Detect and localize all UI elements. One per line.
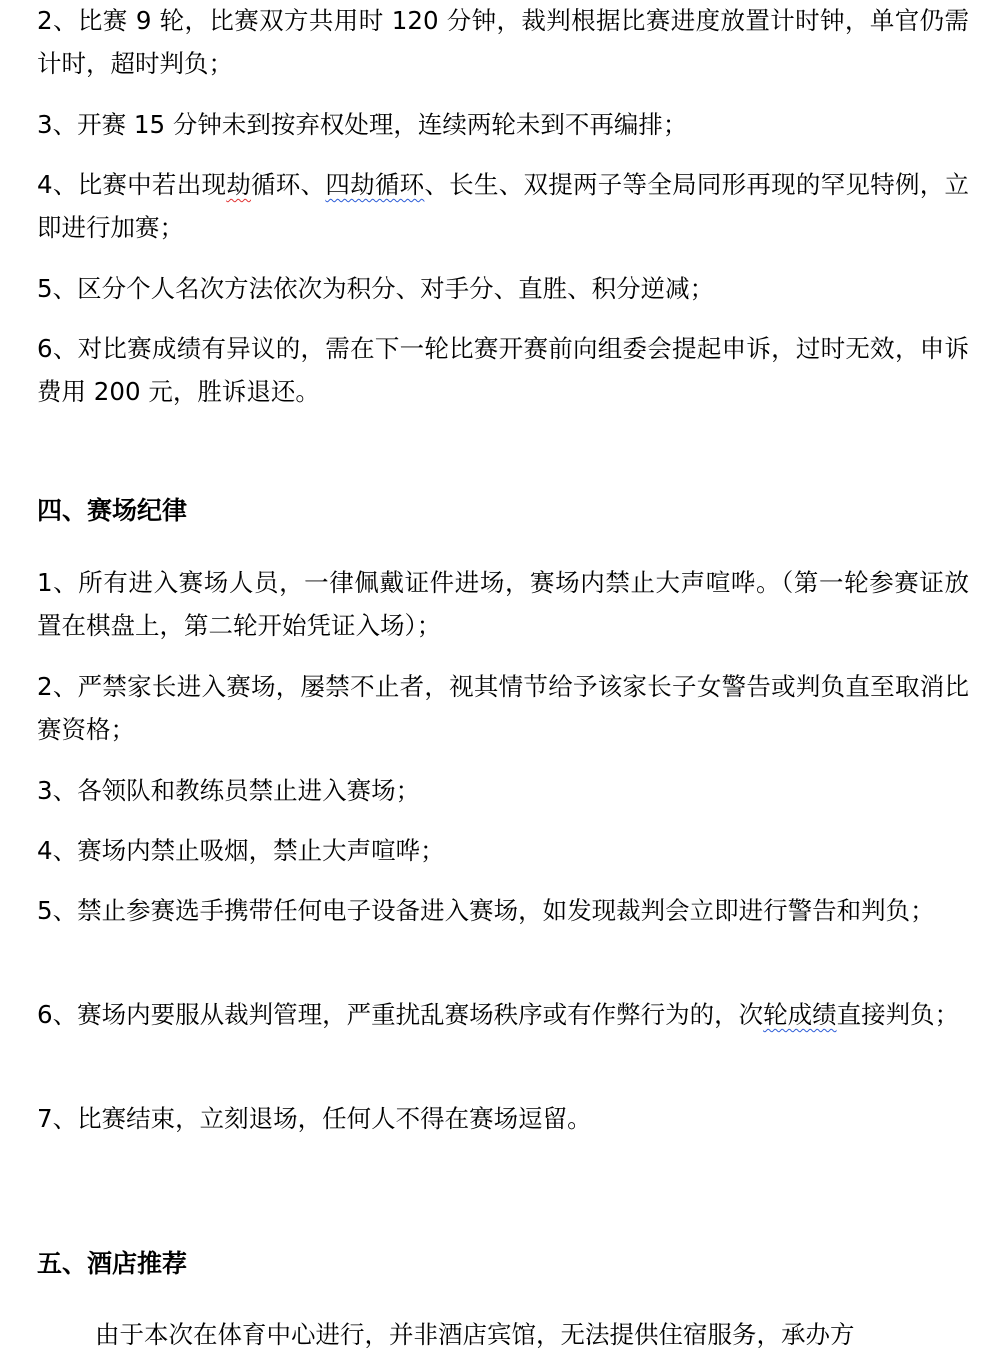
rule-item-4-text-e: 、长生、双提两子等全局同形再现的罕见特例，立即进行加赛； bbox=[37, 170, 970, 242]
discipline-item-4: 4、赛场内禁止吸烟，禁止大声喧哗； bbox=[37, 836, 445, 865]
discipline-item-6 bbox=[37, 993, 969, 1036]
rule-item-2: 2、比赛 9 轮，比赛双方共用时 120 分钟，裁判根据比赛进度放置计时钟，单官仍需计时，超时判负； bbox=[37, 6, 969, 78]
hotel-paragraph: 由于本次在体育中心进行，并非酒店宾馆，无法提供住宿服务，承办方 bbox=[95, 1320, 855, 1349]
rule-item-3: 3、开赛 15 分钟未到按弃权处理，连续两轮未到不再编排； bbox=[37, 110, 688, 139]
discipline-item-1: 1、所有进入赛场人员，一律佩戴证件进场，赛场内禁止大声喧哗。（第一轮参赛证放置在棋盘上，第二轮开始凭证入场）； bbox=[37, 568, 969, 640]
rule-item-4-text-c: 循环、 bbox=[251, 170, 326, 199]
section-heading-discipline: 四、赛场纪律 bbox=[37, 496, 188, 525]
rule-item-4-text-a: 4、比赛中若出现 bbox=[37, 170, 227, 199]
grammar-flagged-phrase: 轮成绩 bbox=[763, 1000, 837, 1029]
discipline-item-7: 7、比赛结束，立刻退场，任何人不得在赛场逗留。 bbox=[37, 1104, 592, 1133]
rule-item-4 bbox=[37, 163, 969, 249]
discipline-item-6-text-a: 6、赛场内要服从裁判管理，严重扰乱赛场秩序或有作弊行为的，次 bbox=[37, 1000, 764, 1029]
spellcheck-flagged-word: 劫 bbox=[226, 170, 252, 199]
discipline-item-6-text-c: 直接判负； bbox=[836, 1000, 960, 1029]
section-heading-hotel: 五、酒店推荐 bbox=[37, 1249, 188, 1278]
discipline-item-3: 3、各领队和教练员禁止进入赛场； bbox=[37, 776, 421, 805]
rule-item-5: 5、区分个人名次方法依次为积分、对手分、直胜、积分逆减； bbox=[37, 274, 715, 303]
grammar-flagged-phrase: 四劫循环 bbox=[325, 170, 425, 199]
discipline-item-2: 2、严禁家长进入赛场，屡禁不止者，视其情节给予该家长子女警告或判负直至取消比赛资格； bbox=[37, 672, 969, 744]
discipline-item-5: 5、禁止参赛选手携带任何电子设备进入赛场，如发现裁判会立即进行警告和判负； bbox=[37, 896, 935, 925]
rule-item-6: 6、对比赛成绩有异议的，需在下一轮比赛开赛前向组委会提起申诉，过时无效，申诉费用 200 元，胜诉退还。 bbox=[37, 334, 969, 406]
